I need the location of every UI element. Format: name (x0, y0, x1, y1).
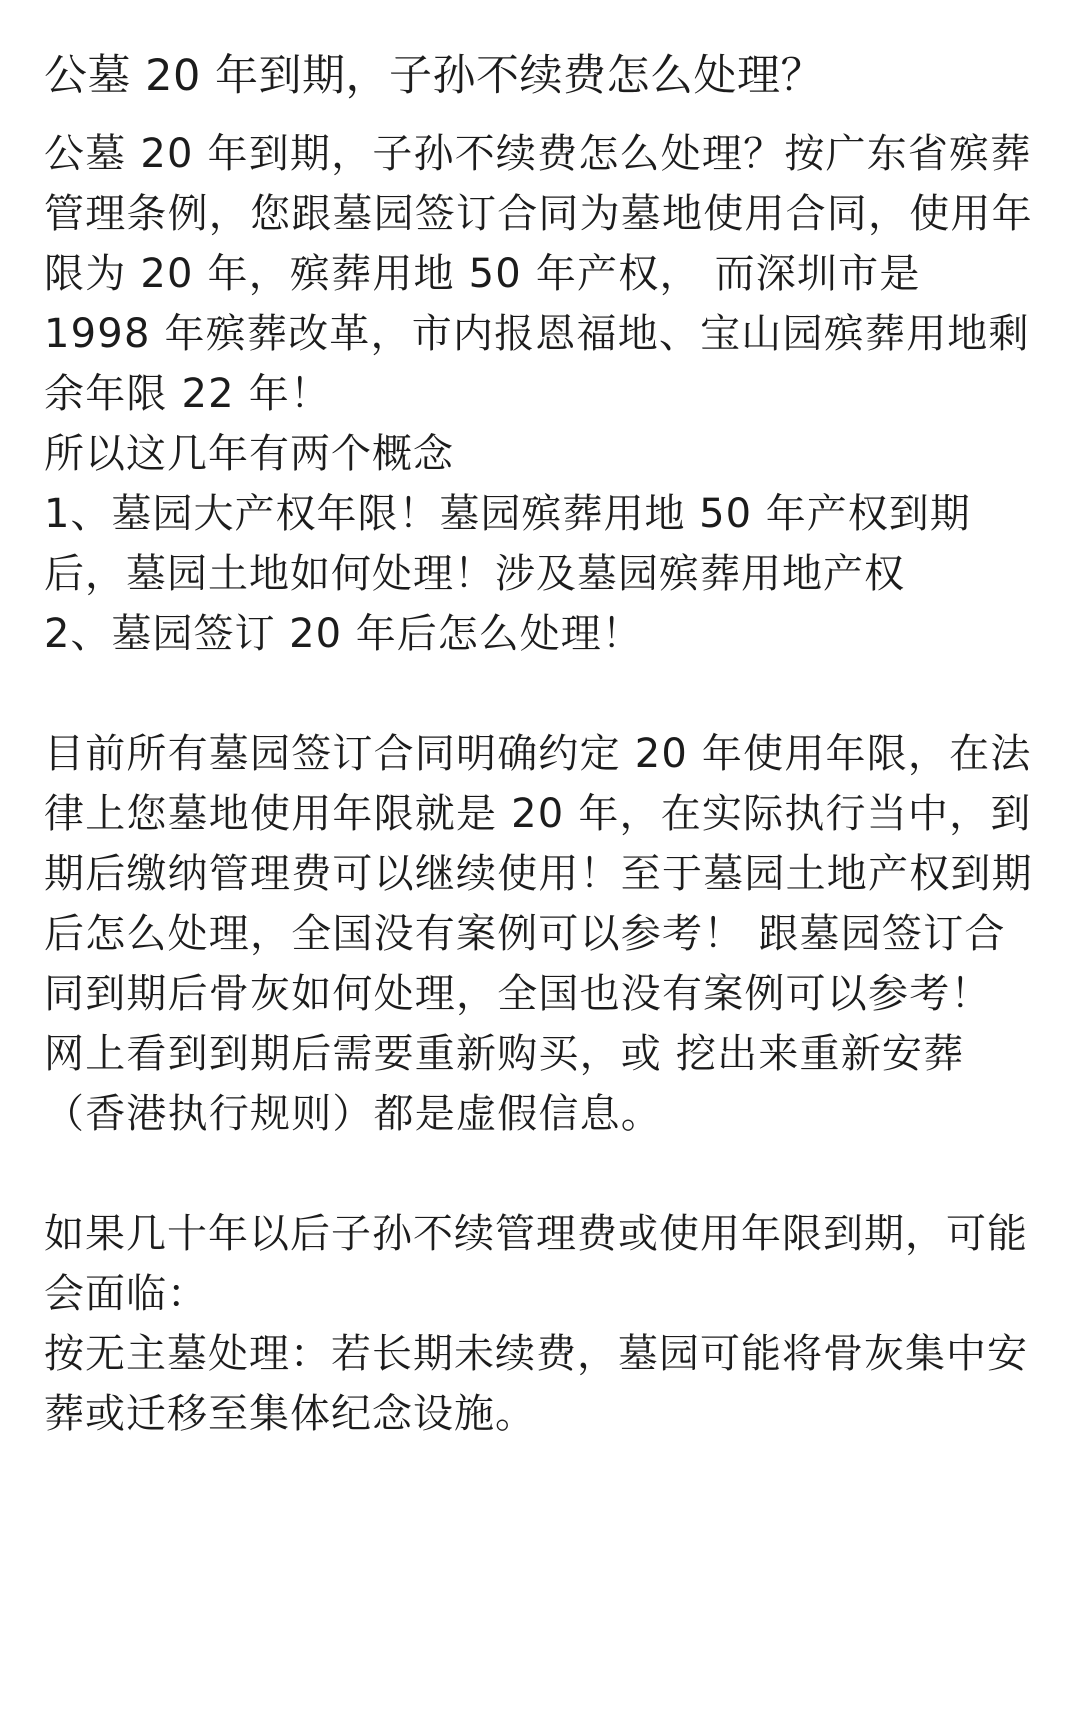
paragraph-two-concepts: 所以这几年有两个概念 (44, 431, 454, 477)
article-body (44, 124, 1036, 1444)
paragraph-spacer (44, 664, 1036, 724)
paragraph-point-1: 1、墓园大产权年限！墓园殡葬用地 50 年产权到期后，墓园土地如何处理！涉及墓园殡葬用地产权 (44, 491, 971, 597)
paragraph-if-unpaid: 如果几十年以后子孙不续管理费或使用年限到期，可能会面临： (44, 1211, 1028, 1317)
paragraph-current-contracts: 目前所有墓园签订合同明确约定 20 年使用年限，在法律上您墓地使用年限就是 20 年，在实际执行当中，到期后缴纳管理费可以继续使用！至于墓园土地产权到期后怎么处理，全国没有案例可以参考！ 跟墓园签订合同到期后骨灰如何处理，全国也没有案例可以参考！ 网上看到到期后需要重新购买，或 挖出来重新安葬（香港执行规则）都是虚假信息。 (44, 731, 1033, 1137)
paragraph-spacer (44, 1144, 1036, 1204)
paragraph-intro: 公墓 20 年到期，子孙不续费怎么处理？按广东省殡葬管理条例，您跟墓园签订合同为墓地使用合同，使用年限为 20 年，殡葬用地 50 年产权， 而深圳市是 1998 年殡葬改革，市内报恩福地、宝山园殡葬用地剩余年限 22 年！ (44, 131, 1033, 417)
paragraph-point-2: 2、墓园签订 20 年后怎么处理！ (44, 611, 643, 657)
article-title: 公墓 20 年到期，子孙不续费怎么处理？ (44, 51, 825, 101)
paragraph-unclaimed-grave: 按无主墓处理：若长期未续费，墓园可能将骨灰集中安葬或迁移至集体纪念设施。 (44, 1331, 1028, 1437)
